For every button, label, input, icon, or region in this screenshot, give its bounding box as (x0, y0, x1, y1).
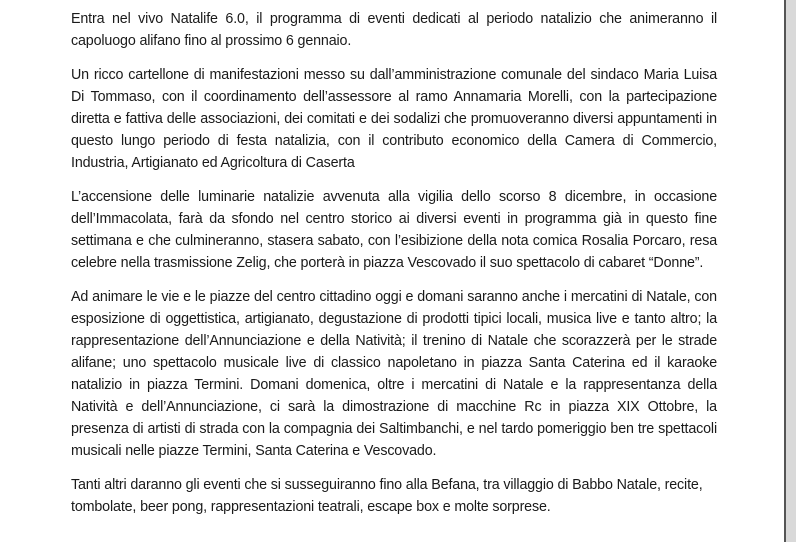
document-body (71, 8, 717, 530)
paragraph-mercatini: Ad animare le vie e le piazze del centro cittadino oggi e domani saranno anche i mercatini di Natale, con esposizione di oggettistica, artigianato, degustazione di prodotti tipici locali, musica live e tanto altro; la rappresentazione dell’Annunciazione e della Natività; il trenino di Natale che scorazzerà per le strade alifane; uno spettacolo musicale live di classico napoletano in piazza Santa Caterina ed il karaoke natalizio in piazza Termini. Domani domenica, oltre i mercatini di Natale e la rappresentanza della Natività e dell’Annunciazione, ci sarà la dimostrazione di macchine Rc in piazza XIX Ottobre, la presenza di artisti di strada con la compagnia dei Saltimbanchi, e nel tardo pomeriggio ben tre spettacoli musicali nelle piazze Termini, Santa Caterina e Vescovado. (71, 289, 717, 459)
paragraph-intro: Entra nel vivo Natalife 6.0, il programma di eventi dedicati al periodo natalizio che animeranno il capoluogo alifano fino al prossimo 6 gennaio. (71, 11, 717, 49)
paragraph-befana: Tanti altri daranno gli eventi che si susseguiranno fino alla Befana, tra villaggio di Babbo Natale, recite, tombolate, beer pong, rappresentazioni teatrali, escape box e molte sorprese. (71, 477, 703, 515)
paragraph-cartellone: Un ricco cartellone di manifestazioni messo su dall’amministrazione comunale del sindaco Maria Luisa Di Tommaso, con il coordinamento dell’assessore al ramo Annamaria Morelli, con la partecipazione diretta e fattiva delle associazioni, dei comitati e dei sodalizi che promuoveranno diversi appuntamenti in questo lungo periodo di festa natalizia, con il contributo economico della Camera di Commercio, Industria, Artigianato ed Agricoltura di Caserta (71, 67, 717, 171)
scrollbar-gutter[interactable] (786, 0, 796, 542)
paragraph-luminarie: L’accensione delle luminarie natalizie avvenuta alla vigilia dello scorso 8 dicembre, in occasione dell’Immacolata, farà da sfondo nel centro storico ai diversi eventi in programma già in questo fine settimana e che culmineranno, stasera sabato, con l’esibizione della nota comica Rosalia Porcaro, resa celebre nella trasmissione Zelig, che porterà in piazza Vescovado il suo spettacolo di cabaret “Donne”. (71, 189, 717, 271)
